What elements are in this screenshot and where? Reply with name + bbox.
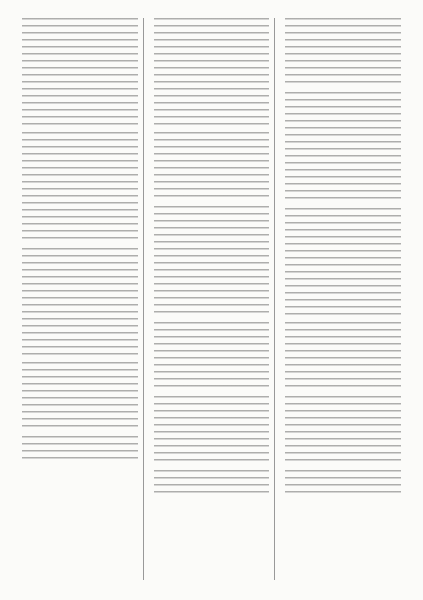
paragraph [285, 208, 401, 318]
paragraph [154, 396, 270, 466]
paragraph [285, 18, 401, 88]
paragraph [154, 470, 270, 498]
paragraph [285, 470, 401, 498]
text-columns [22, 18, 401, 580]
paragraph [285, 396, 401, 466]
paragraph [154, 322, 270, 392]
paragraph [22, 248, 138, 358]
paragraph [154, 18, 270, 128]
paragraph [22, 362, 138, 432]
column-middle [154, 18, 276, 580]
paragraph [22, 18, 138, 128]
paragraph [154, 132, 270, 202]
paragraph [285, 322, 401, 392]
paragraph [285, 92, 401, 202]
paragraph [22, 132, 138, 242]
column-right [285, 18, 401, 580]
paragraph [22, 436, 138, 464]
column-left [22, 18, 144, 580]
paragraph [154, 206, 270, 316]
